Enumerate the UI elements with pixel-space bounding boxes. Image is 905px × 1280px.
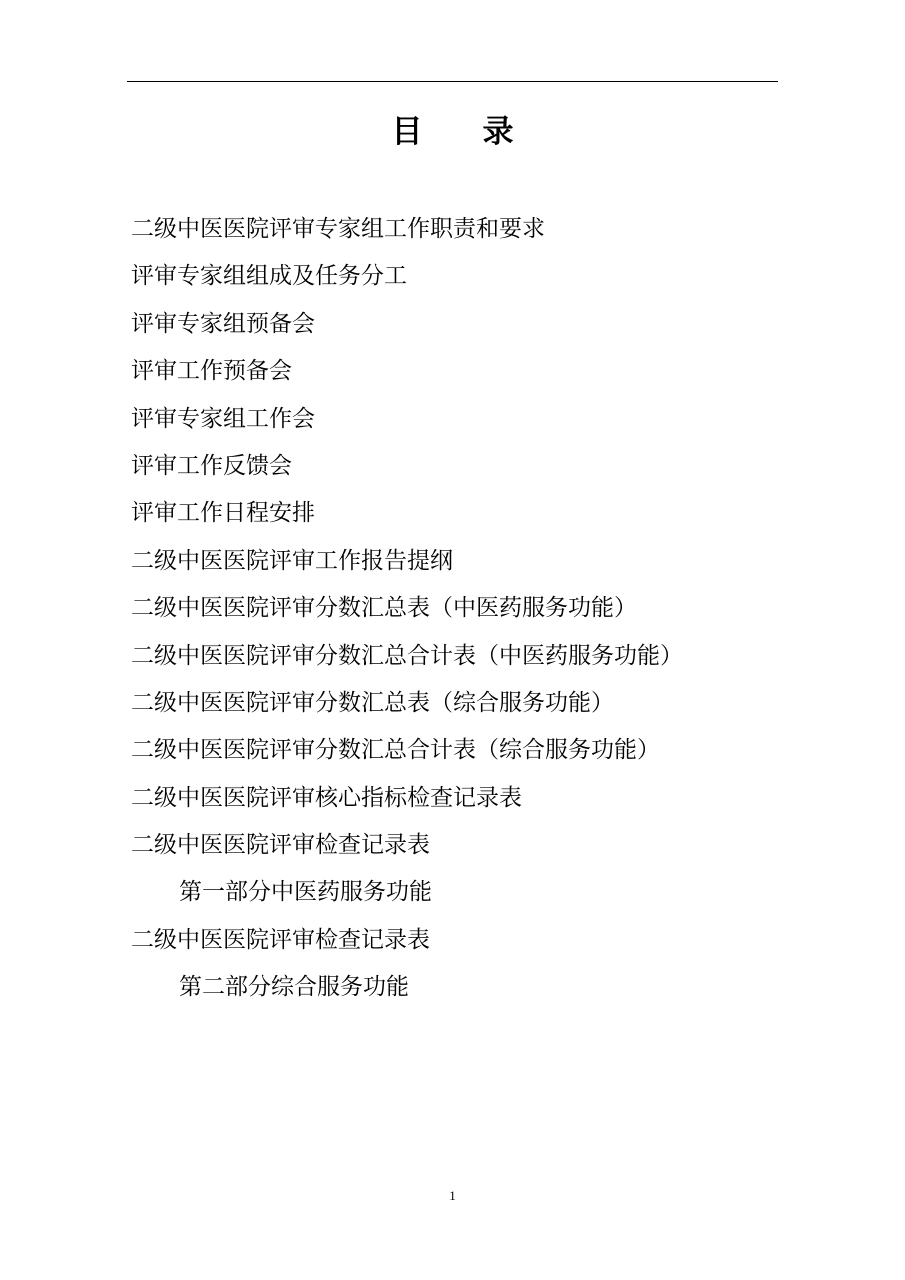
toc-subentry: 第二部分综合服务功能: [179, 974, 409, 1001]
toc-entry: 评审专家组预备会: [131, 310, 315, 337]
page-title: 目录: [391, 114, 574, 150]
toc-entry: 评审工作预备会: [131, 358, 292, 385]
toc-entry: 评审专家组工作会: [131, 405, 315, 432]
toc-entry: 二级中医医院评审核心指标检查记录表: [131, 784, 522, 811]
toc-entry: 二级中医医院评审分数汇总合计表（综合服务功能）: [131, 737, 660, 764]
toc-entry: 评审工作日程安排: [131, 500, 315, 527]
page-number: 1: [449, 1188, 456, 1203]
toc-entry: 二级中医医院评审工作报告提纲: [131, 547, 453, 574]
toc-entry: 二级中医医院评审检查记录表: [131, 926, 430, 953]
toc-entry: 二级中医医院评审分数汇总合计表（中医药服务功能）: [131, 642, 683, 669]
toc-entry: 二级中医医院评审专家组工作职责和要求: [131, 216, 545, 242]
toc-entry: 二级中医医院评审分数汇总表（综合服务功能）: [131, 689, 614, 716]
toc-entry: 二级中医医院评审分数汇总表（中医药服务功能）: [131, 595, 637, 622]
toc-entry: 评审专家组组成及任务分工: [131, 263, 407, 290]
table-of-contents: [131, 206, 791, 1012]
header-rule: [127, 81, 778, 82]
toc-subentry: 第一部分中医药服务功能: [179, 879, 432, 906]
toc-entry: 评审工作反馈会: [131, 452, 292, 479]
toc-entry: 二级中医医院评审检查记录表: [131, 832, 430, 859]
